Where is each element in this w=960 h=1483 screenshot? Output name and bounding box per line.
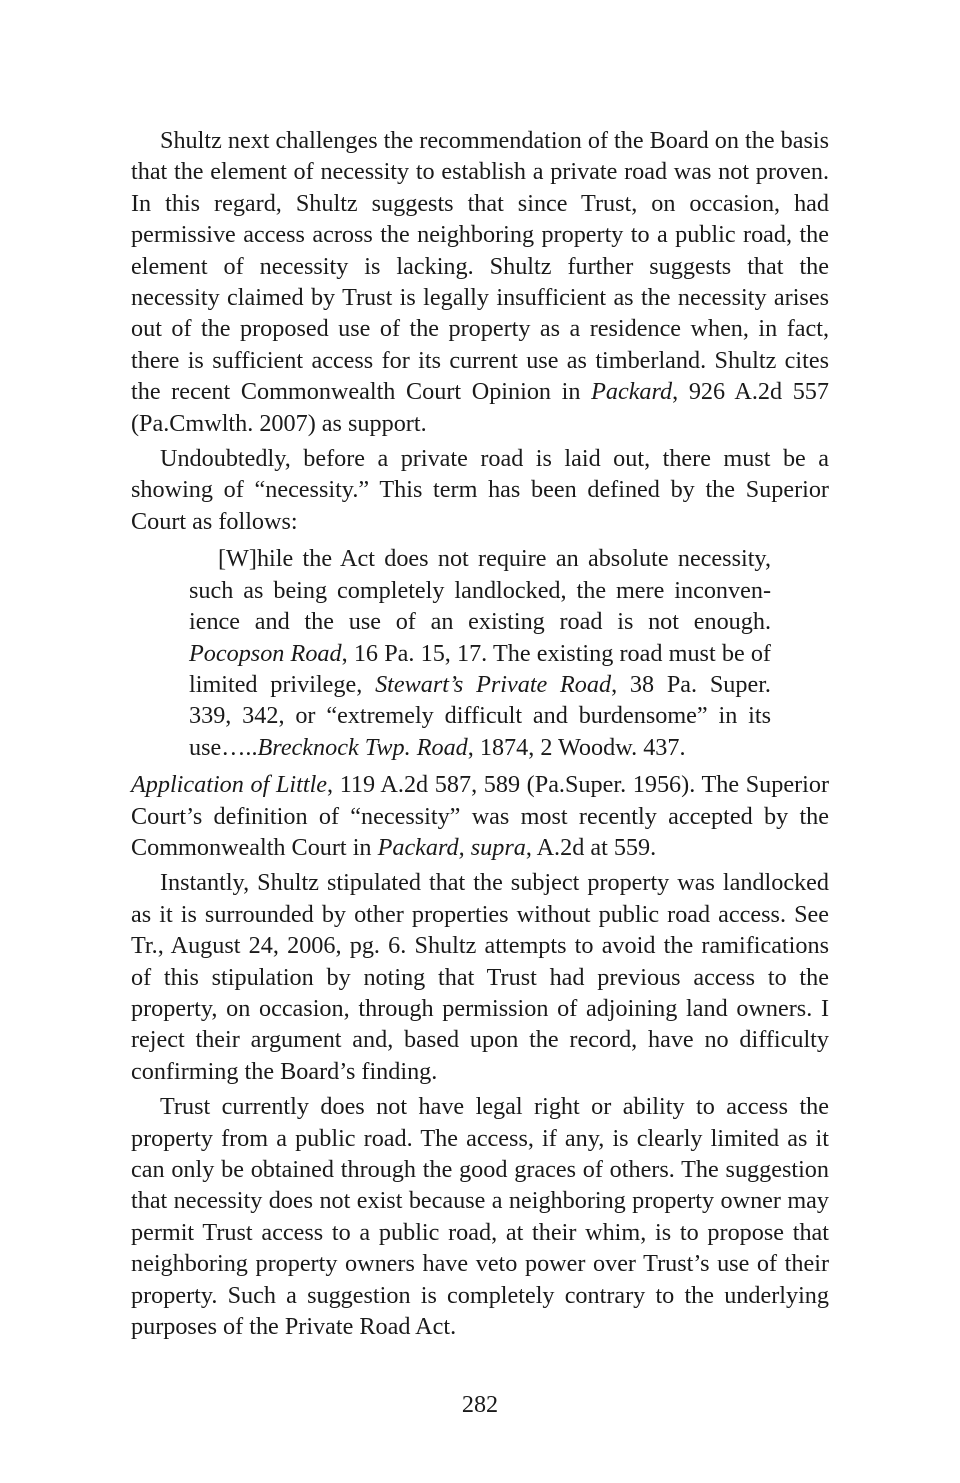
- case-name-packard-supra: Packard, supra: [377, 833, 526, 861]
- page-number: 282: [461, 1391, 499, 1418]
- case-name-application-of-little: Application of Little: [131, 771, 328, 799]
- case-name-packard: Packard: [591, 378, 673, 406]
- paragraph-text: , A.2d at 559.: [525, 833, 657, 861]
- paragraph-text: , 119 A.2d 587, 589 (Pa.Super. 1956). The Superior Court’s definition of “necessity” was most recently accepted by the Commonwealth Court in: [131, 771, 829, 861]
- case-name-stewarts-private-road: Stewart’s Private Road: [375, 670, 612, 698]
- quote-text: [W]hile the Act does not require an absolute necessity, such as being completely landlocked, the mere inconvenience and the use of an existing road is not enough.: [189, 545, 771, 636]
- paragraph-landlocked-stipulation: Instantly, Shultz stipulated that the subject property was landlocked as it is surrounded by other properties without public road access. See Tr., August 24, 2006, pg. 6. Shultz attempts to avoid the ramifications of this stipulation by noting that Trust had previous access to the property, on occasion, through permission of adjoining land owners. I reject their argument and, based upon the record, have no difficulty confirming the Board’s finding.: [131, 869, 829, 1085]
- quote-text: , 1874, 2 Woodw. 437.: [467, 733, 686, 761]
- page-body: [131, 125, 829, 1346]
- quote-text: , 38 Pa. Super. 339, 342, or “extremely difficult and burdensome” in its use…..: [189, 670, 771, 761]
- case-name-brecknock-twp-road: Brecknock Twp. Road: [257, 733, 468, 761]
- paragraph-citation: [131, 769, 829, 863]
- block-quote: [189, 543, 771, 763]
- paragraph-text: Shultz next challenges the recommendation of the Board on the basis that the element of necessity to establish a private road was not proven. In this regard, Shultz suggests that since Trust, on occasion, had permissive access across the neighboring property to a public road, the element of necessity is lacking. Shultz further suggests that the necessity claimed by Trust is legally insufficient as the necessity arises out of the proposed use of the property as a residence when, in fact, there is sufficient access for its current use as timberland. Shultz cites the recent Commonwealth Court Opinion in: [131, 127, 830, 406]
- quote-text: , 16 Pa. 15, 17. The existing road must be of limited privilege,: [189, 639, 771, 698]
- paragraph-access-limited: Trust currently does not have legal right or ability to access the property from a public road. The access, if any, is clearly limited as it can only be obtained through the good graces of others. The suggestion that necessity does not exist because a neighboring property owner may permit Trust access to a public road, at their whim, is to propose that neighboring property owners have veto power over Trust’s use of their property. Such a suggestion is completely contrary to the underlying purposes of the Private Road Act.: [131, 1093, 829, 1341]
- paragraph-necessity-challenge: [131, 125, 829, 439]
- paragraph-necessity-definition: Undoubtedly, before a private road is laid out, there must be a showing of “necessity.” This term has been defined by the Superior Court as follows:: [131, 445, 829, 535]
- paragraph-text: , 926 A.2d 557 (Pa.Cmwlth. 2007) as support.: [131, 378, 829, 437]
- case-name-pocopson-road: Pocopson Road: [189, 639, 342, 667]
